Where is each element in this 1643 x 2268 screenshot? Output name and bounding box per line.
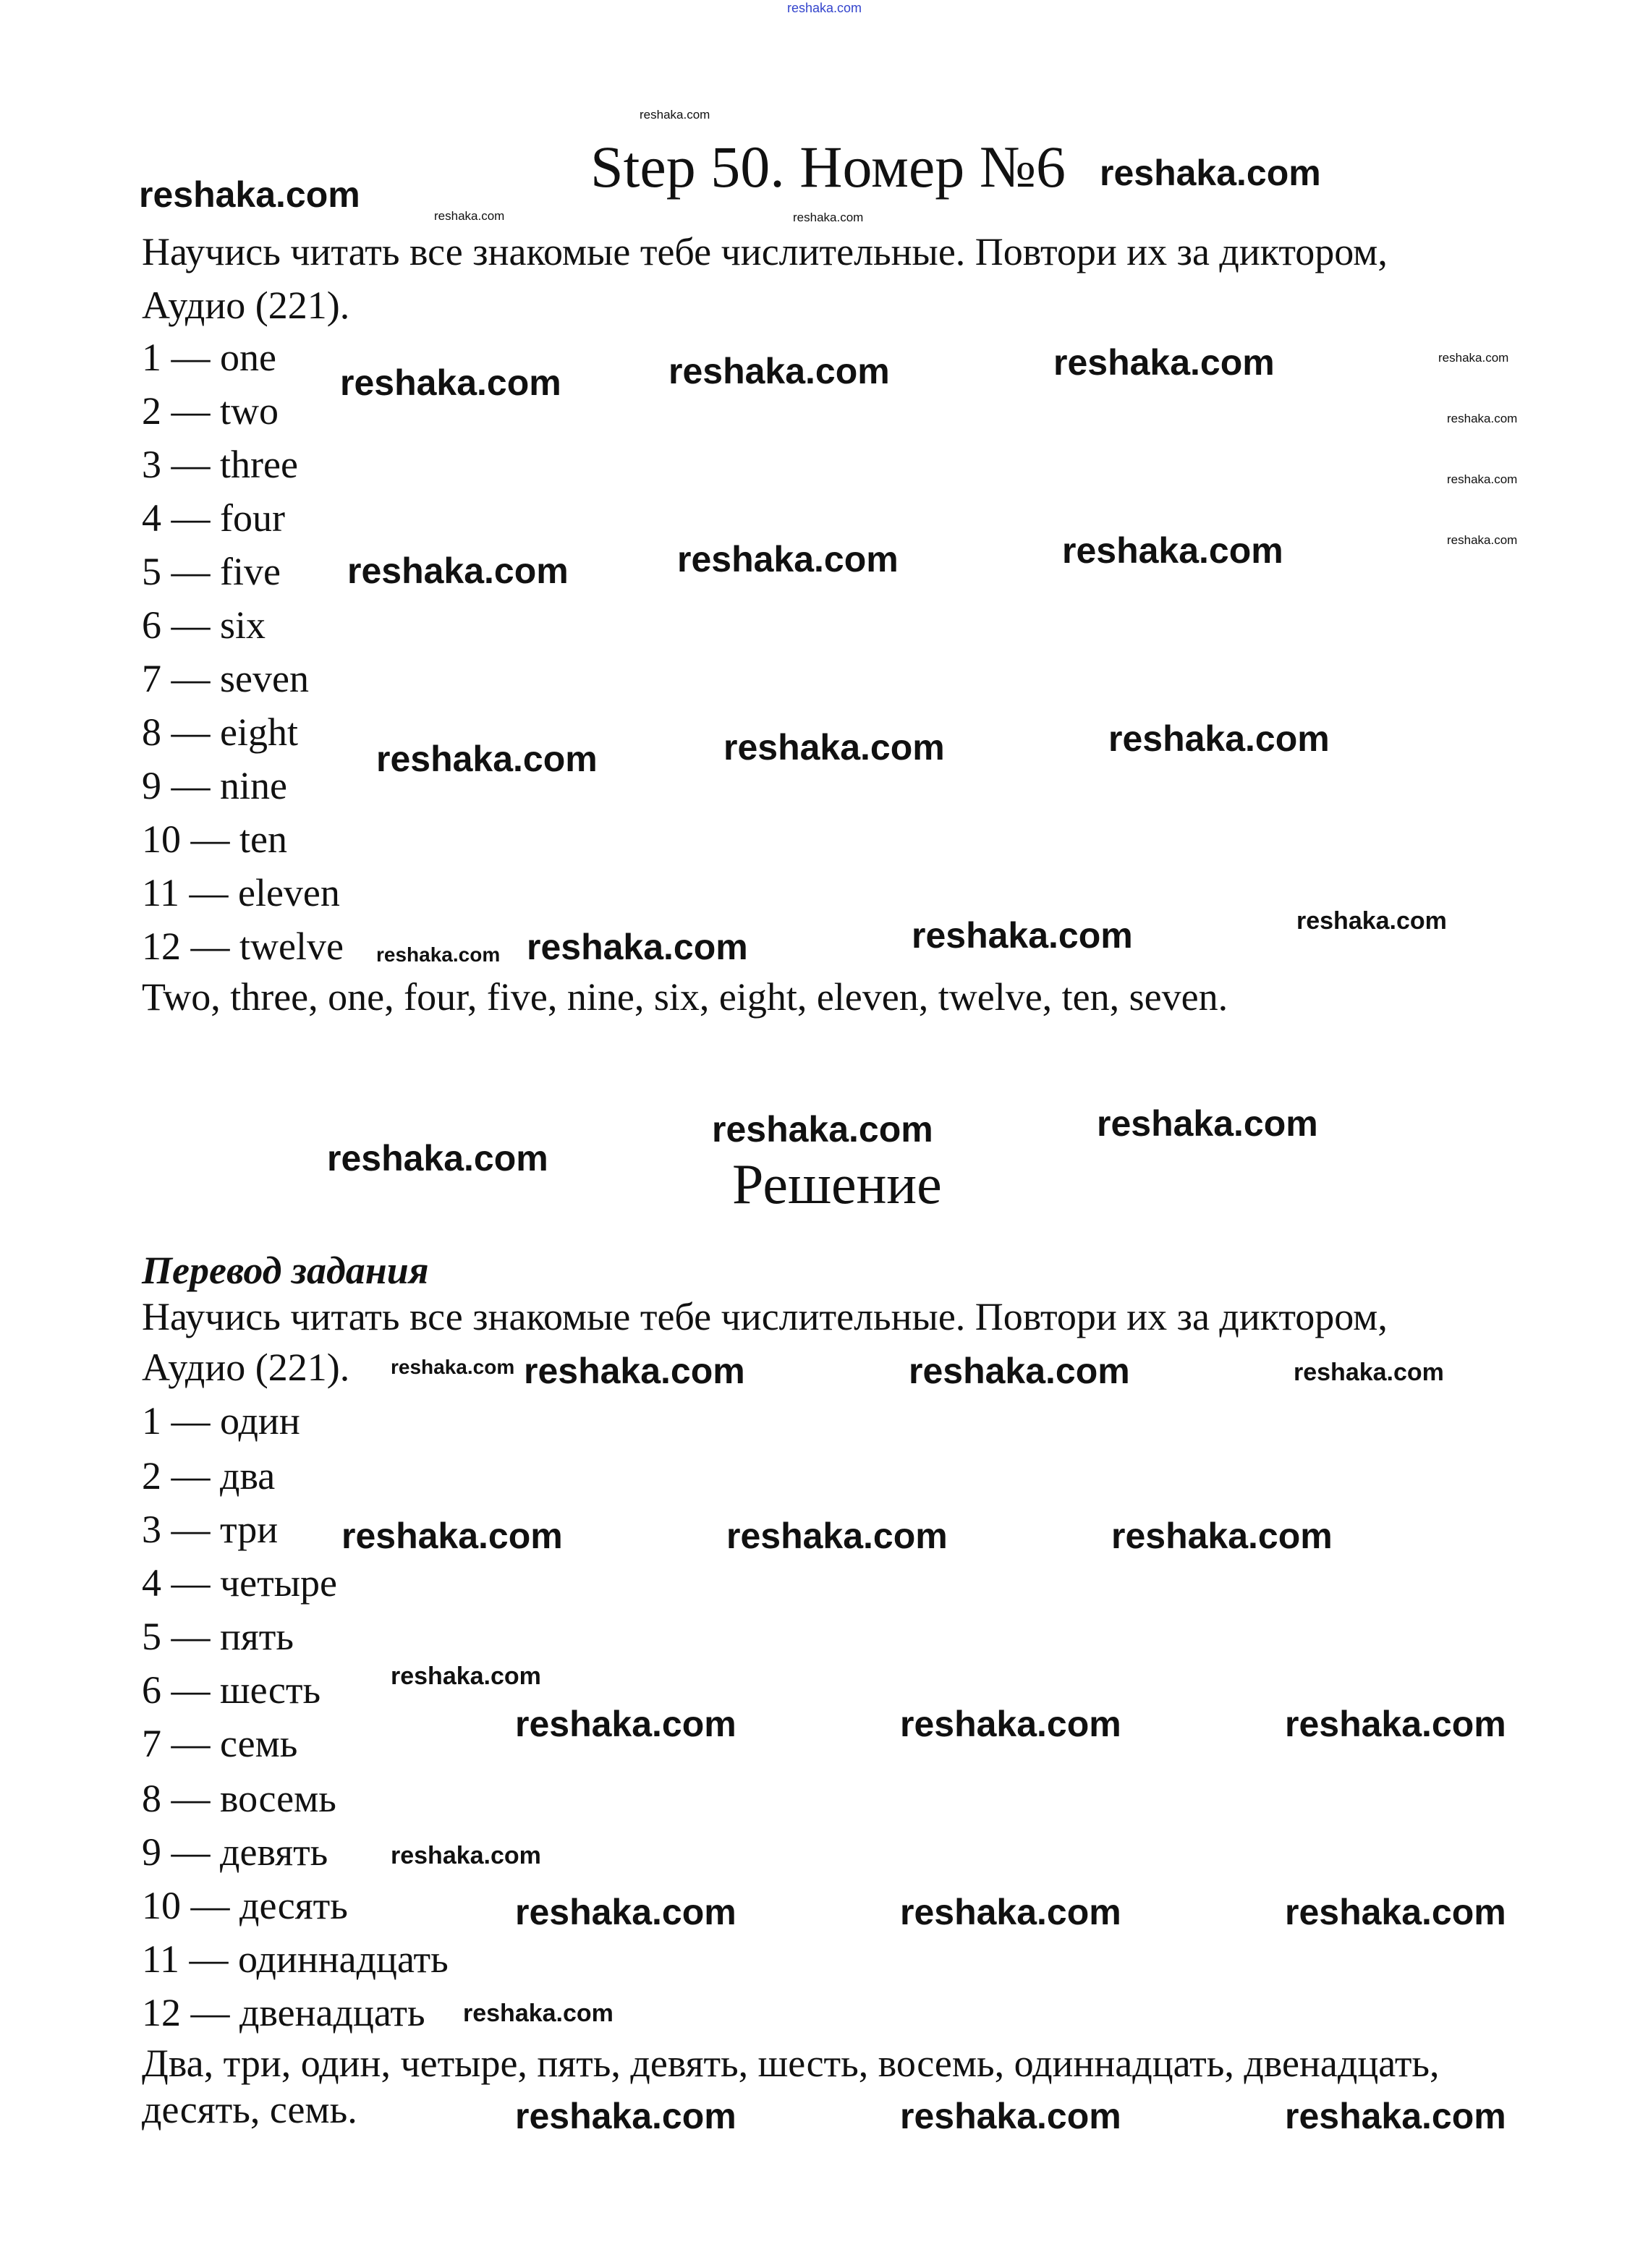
watermark: reshaka.com [376, 739, 598, 779]
page-title: Step 50. Номер №6 [590, 134, 1066, 200]
watermark: reshaka.com [391, 1842, 541, 1869]
translation-subheading: Перевод задания [142, 1249, 429, 1292]
watermark: reshaka.com [1447, 472, 1518, 486]
watermark: reshaka.com [434, 209, 505, 223]
watermark: reshaka.com [726, 1516, 948, 1556]
watermark: reshaka.com [1285, 1704, 1506, 1744]
watermark: reshaka.com [391, 1662, 541, 1690]
list-item: 3 — три [142, 1508, 279, 1551]
watermark: reshaka.com [391, 1356, 515, 1378]
watermark: reshaka.com [139, 174, 360, 215]
list-item: 10 — ten [142, 817, 287, 861]
list-item: 2 — два [142, 1454, 276, 1498]
list-item: 12 — twelve [142, 925, 344, 968]
watermark: reshaka.com [1062, 530, 1283, 571]
watermark: reshaka.com [515, 1704, 736, 1744]
watermark: reshaka.com [341, 1516, 563, 1556]
watermark: reshaka.com [1296, 907, 1447, 935]
watermark: reshaka.com [640, 108, 710, 122]
list-item: 3 — three [142, 443, 298, 486]
solution-heading: Решение [732, 1152, 942, 1215]
watermark: reshaka.com [1285, 1892, 1506, 1932]
list-item: 10 — десять [142, 1884, 348, 1927]
watermark: reshaka.com [527, 927, 748, 967]
watermark: reshaka.com [1285, 2096, 1506, 2136]
watermark: reshaka.com [723, 727, 945, 768]
watermark: reshaka.com [677, 539, 899, 579]
watermark: reshaka.com [793, 211, 864, 224]
translation-instruction: Аудио (221). [142, 1346, 350, 1389]
translation-sequence: десять, семь. [142, 2088, 357, 2131]
watermark: reshaka.com [1447, 533, 1518, 547]
list-item: 8 — восемь [142, 1777, 336, 1820]
watermark: reshaka.com [912, 915, 1133, 956]
list-item: 7 — seven [142, 657, 309, 700]
watermark: reshaka.com [787, 1, 862, 15]
list-item: 11 — одиннадцать [142, 1937, 449, 1981]
watermark: reshaka.com [668, 351, 890, 391]
list-item: 2 — two [142, 389, 279, 433]
list-item: 12 — двенадцать [142, 1991, 425, 2034]
task-sequence: Two, three, one, four, five, nine, six, eight, eleven, twelve, ten, seven. [142, 975, 1228, 1019]
list-item: 8 — eight [142, 710, 298, 754]
list-item: 9 — девять [142, 1830, 328, 1874]
watermark: reshaka.com [376, 943, 501, 966]
watermark: reshaka.com [900, 1892, 1121, 1932]
list-item: 1 — one [142, 336, 276, 379]
list-item: 4 — четыре [142, 1561, 337, 1605]
translation-sequence: Два, три, один, четыре, пять, девять, шесть, восемь, одиннадцать, двенадцать, [142, 2042, 1440, 2085]
watermark: reshaka.com [1447, 412, 1518, 425]
list-item: 5 — five [142, 550, 281, 593]
list-item: 4 — four [142, 496, 285, 540]
watermark: reshaka.com [524, 1351, 745, 1391]
list-item: 6 — six [142, 603, 266, 647]
watermark: reshaka.com [1111, 1516, 1333, 1556]
list-item: 7 — семь [142, 1722, 298, 1765]
list-item: 6 — шесть [142, 1668, 321, 1712]
task-instruction: Научись читать все знакомые тебе числительные. Повтори их за диктором, [142, 230, 1388, 273]
watermark: reshaka.com [1438, 351, 1509, 365]
list-item: 11 — eleven [142, 871, 340, 914]
list-item: 9 — nine [142, 764, 287, 807]
watermark: reshaka.com [1097, 1103, 1318, 1144]
watermark: reshaka.com [900, 2096, 1121, 2136]
watermark: reshaka.com [327, 1138, 548, 1178]
translation-instruction: Научись читать все знакомые тебе числительные. Повтори их за диктором, [142, 1295, 1388, 1338]
watermark: reshaka.com [515, 1892, 736, 1932]
watermark: reshaka.com [909, 1351, 1130, 1391]
watermark: reshaka.com [463, 2000, 614, 2027]
watermark: reshaka.com [1053, 342, 1275, 383]
watermark: reshaka.com [347, 551, 569, 591]
watermark: reshaka.com [340, 362, 561, 403]
watermark: reshaka.com [1100, 153, 1321, 193]
watermark: reshaka.com [712, 1109, 933, 1150]
watermark: reshaka.com [1294, 1359, 1444, 1386]
task-instruction: Аудио (221). [142, 284, 350, 327]
watermark: reshaka.com [515, 2096, 736, 2136]
list-item: 5 — пять [142, 1615, 294, 1658]
watermark: reshaka.com [900, 1704, 1121, 1744]
list-item: 1 — один [142, 1399, 300, 1443]
watermark: reshaka.com [1108, 718, 1330, 759]
